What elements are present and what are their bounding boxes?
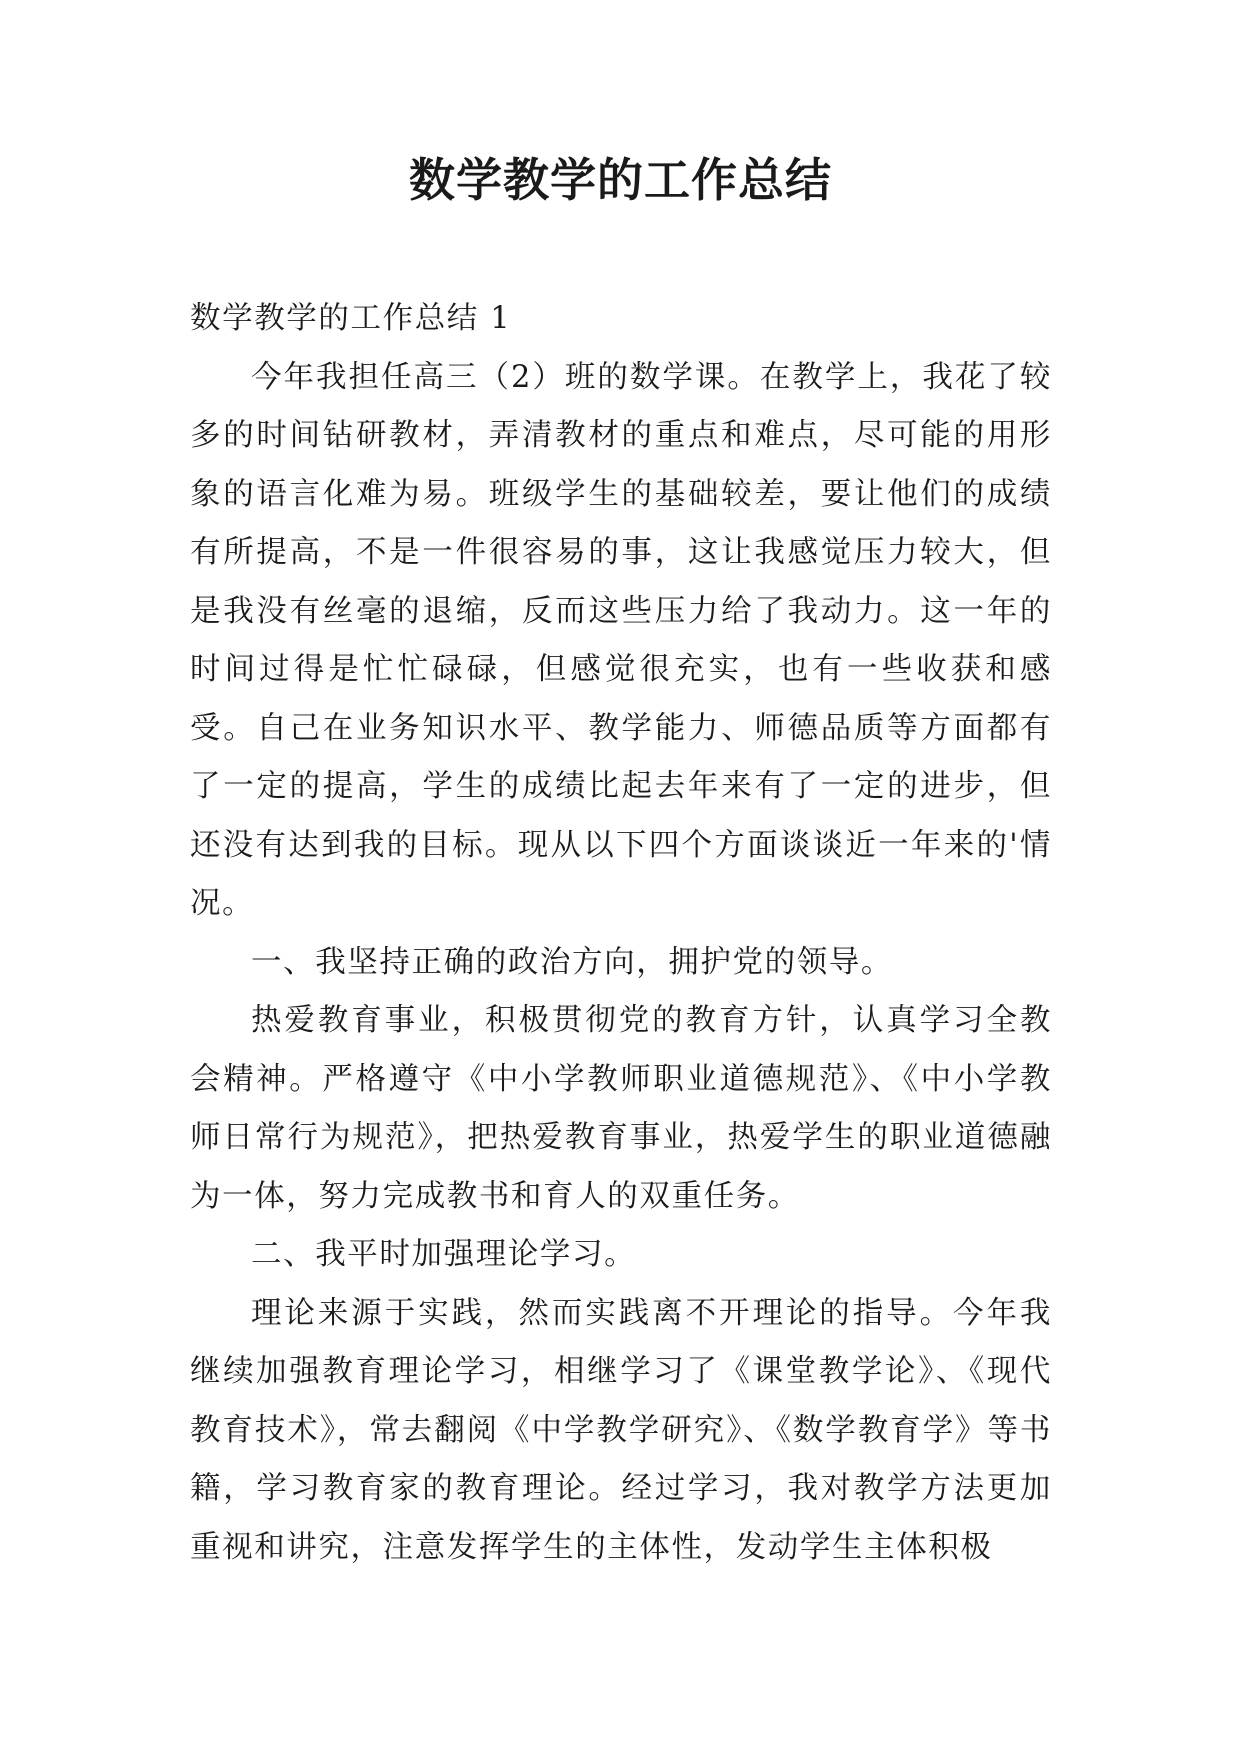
section-heading: 数学教学的工作总结 1 — [190, 301, 512, 336]
paragraph-heading-one: 一、我坚持正确的政治方向，拥护党的领导。 — [251, 944, 893, 980]
paragraph-political: 热爱教育事业，积极贯彻党的教育方针，认真学习全教会精神。严格遵守《中小学教师职业道德规范》、《中小学教师日常行为规范》，把热爱教育事业，热爱学生的职业道德融为一体，努力完成教书和育人的双重任务。 — [190, 1003, 1052, 1214]
paragraph-theory: 理论来源于实践，然而实践离不开理论的指导。今年我继续加强教育理论学习，相继学习了《课堂教学论》、《现代教育技术》，常去翻阅《中学教学研究》、《数学教育学》等书籍，学习教育家的教育理论。经过学习，我对教学方法更加重视和讲究，注意发挥学生的主体性，发动学生主体积极 — [190, 1295, 1052, 1565]
paragraph-intro: 今年我担任高三（2）班的数学课。在教学上，我花了较多的时间钻研教材，弄清教材的重点和难点，尽可能的用形象的语言化难为易。班级学生的基础较差，要让他们的成绩有所提高，不是一件很容易的事，这让我感觉压力较大，但是我没有丝毫的退缩，反而这些压力给了我动力。这一年的时间过得是忙忙碌碌，但感觉很充实，也有一些收获和感受。自己在业务知识水平、教学能力、师德品质等方面都有了一定的提高，学生的成绩比起去年来有了一定的进步，但还没有达到我的目标。现从以下四个方面谈谈近一年来的'情况。 — [190, 359, 1052, 921]
document-title: 数学教学的工作总结 — [409, 153, 832, 207]
document-body — [190, 290, 1052, 1577]
paragraph-heading-two: 二、我平时加强理论学习。 — [251, 1237, 637, 1272]
